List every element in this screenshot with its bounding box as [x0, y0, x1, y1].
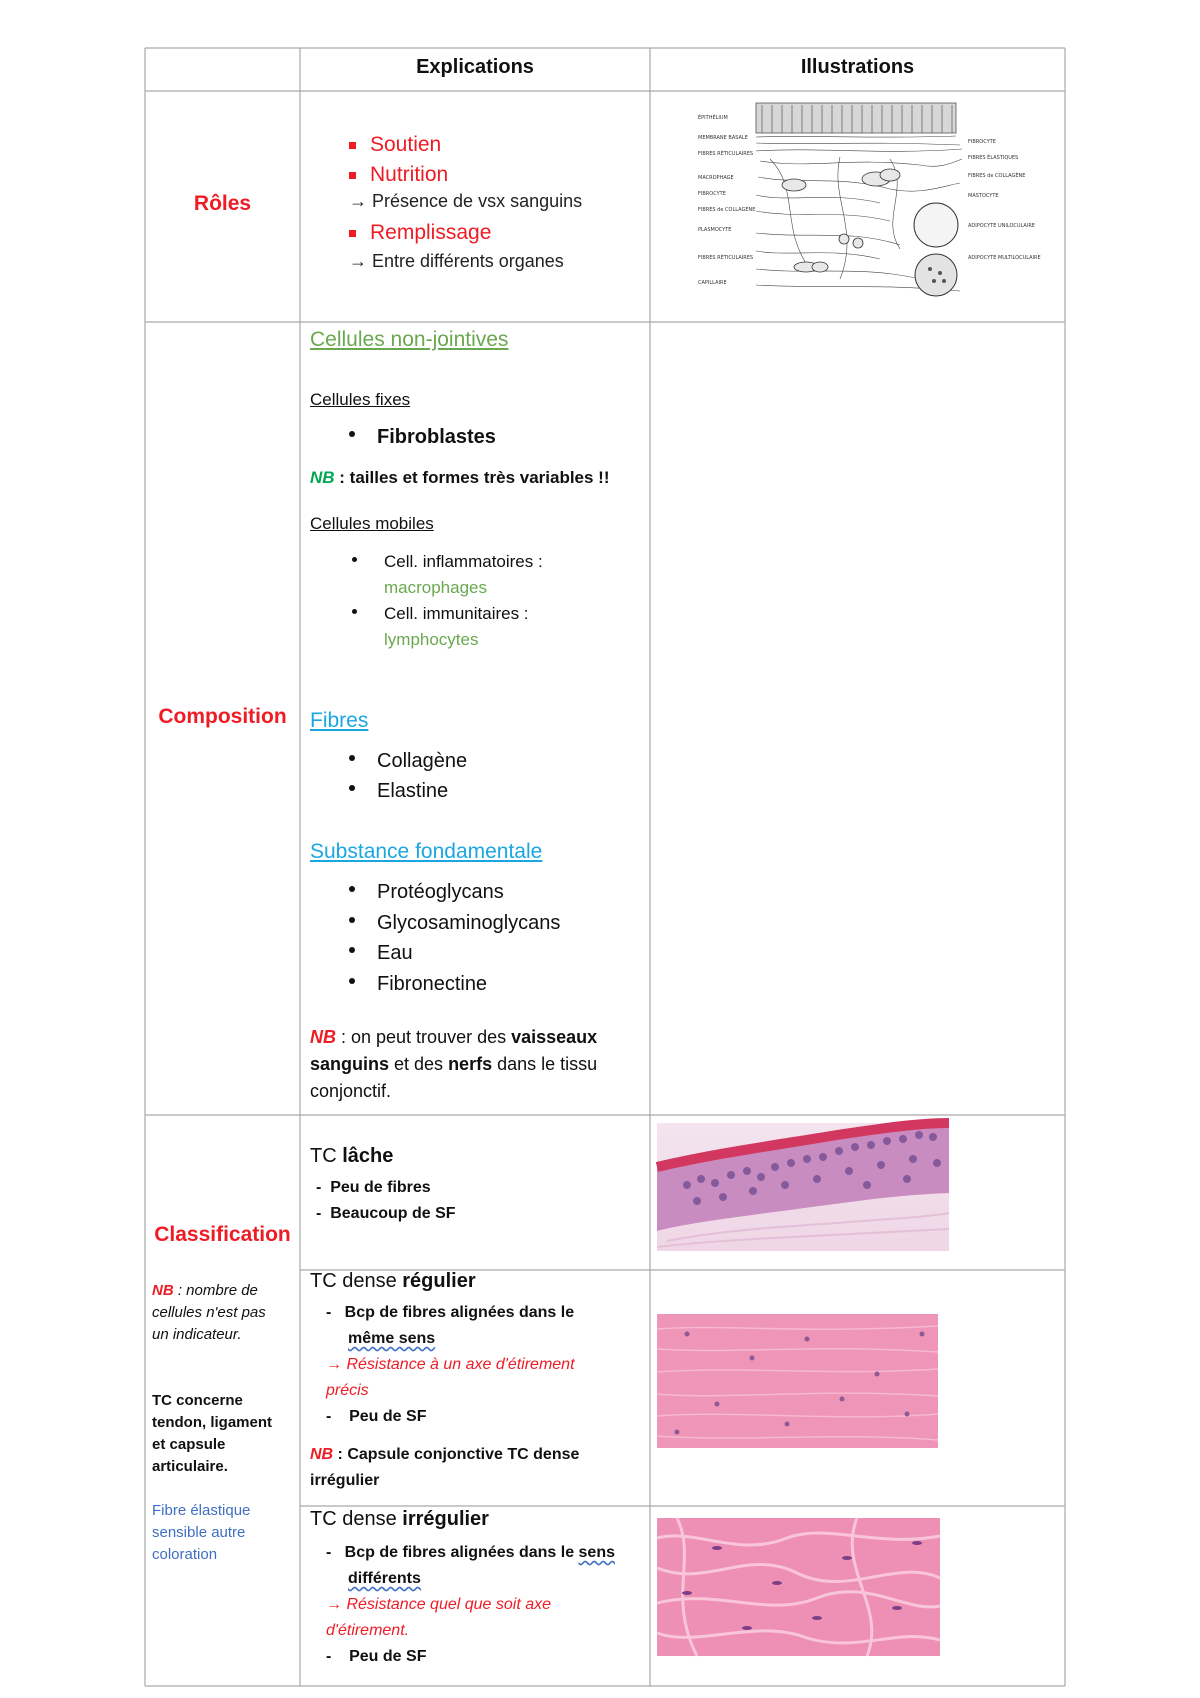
tc-regulier-red: précis [326, 1382, 369, 1399]
tc-lache-title: TC lâche [310, 1145, 394, 1167]
tc-lache-item: - Beaucoup de SF [316, 1205, 456, 1222]
histology-tc-lache-image [657, 1123, 949, 1251]
rowlabel-composition: Composition [158, 705, 287, 728]
fixed-cells-title: Cellules fixes [310, 390, 411, 409]
fibre-item: Elastine [349, 780, 448, 803]
role-item: Nutrition [349, 163, 649, 191]
sf-item: Protéoglycans [349, 881, 504, 904]
cells-title: Cellules non-jointives [310, 328, 509, 351]
rowlabel-classification: Classification [154, 1223, 291, 1246]
nb-note-vessels: NB : on peut trouver des vaisseaux sanguins et des nerfs dans le tissu conjonctif. [310, 1027, 598, 1101]
diagram-label: ADIPOCYTE UNILOCULAIRE [968, 223, 1035, 229]
tc-regulier-item: - Bcp de fibres alignées dans le [326, 1304, 575, 1321]
histology-tc-dense-regulier-image [657, 1314, 938, 1448]
mobile-cell-item: Cell. immunitaires : lymphocytes [384, 601, 529, 653]
diagram-label: FIBRES ÉLASTIQUES [968, 155, 1019, 161]
histology-tc-dense-irregulier-image [657, 1518, 940, 1656]
mobile-cell-item: Cell. inflammatoires : macrophages [384, 549, 543, 601]
tc-regulier-title: TC dense régulier [310, 1270, 476, 1292]
side-nb-note: NB : nombre de cellules n'est pas un indicateur. [152, 1282, 266, 1343]
role-item: Soutien [349, 133, 649, 163]
tc-irregulier-item: - Peu de SF [326, 1648, 427, 1665]
sf-item: Glycosaminoglycans [349, 912, 560, 935]
tc-irregulier-item-cont: différents [348, 1570, 421, 1587]
diagram-label: MEMBRANE BASALE [698, 135, 748, 141]
sf-title: Substance fondamentale [310, 840, 543, 863]
diagram-label: CAPILLAIRE [698, 280, 727, 286]
side-tc-note: TC concerne tendon, ligament et capsule articulaire. [152, 1392, 272, 1475]
roles-list [349, 133, 649, 279]
diagram-label: PLASMOCYTE [698, 227, 732, 233]
tc-irregulier-title: TC dense irrégulier [310, 1508, 489, 1530]
diagram-label: ADIPOCYTE MULTILOCULAIRE [968, 255, 1041, 261]
diagram-label: FIBRES de COLLAGÈNE [968, 173, 1026, 179]
diagram-label: FIBROCYTE [968, 139, 996, 145]
header-explications: Explications [416, 56, 534, 78]
tc-irregulier-red: → Résistance quel que soit axe [326, 1596, 552, 1613]
role-note: → Présence de vsx sanguins [349, 191, 583, 211]
diagram-label: FIBRES RÉTICULAIRES [698, 151, 754, 157]
header-illustrations: Illustrations [800, 56, 915, 78]
diagram-drawing [690, 99, 1041, 299]
fixed-cell-item: Fibroblastes [349, 426, 496, 449]
tc-regulier-nb: NB : Capsule conjonctive TC dense [310, 1446, 580, 1463]
tc-lache-item: - Peu de fibres [316, 1179, 431, 1196]
side-fibre-note: Fibre élastique sensible autre coloration [152, 1502, 251, 1563]
diagram-label: MACROPHAGE [698, 175, 734, 181]
diagram-label: FIBRES de COLLAGÈNE [698, 207, 756, 213]
nb-note-variability: NB : tailles et formes très variables !! [310, 468, 610, 487]
tc-regulier-item-cont: même sens [348, 1330, 436, 1347]
diagram-label: FIBRES RÉTICULAIRES [698, 255, 754, 261]
role-item: Remplissage [349, 221, 649, 251]
sf-item: Fibronectine [349, 973, 487, 996]
diagram-label: ÉPITHÉLIUM [698, 115, 728, 121]
tc-regulier-nb-cont: irrégulier [310, 1472, 380, 1489]
diagram-label: FIBROCYTE [698, 191, 726, 197]
diagram-label: MASTOCYTE [968, 193, 999, 199]
tc-regulier-red: → Résistance à un axe d'étirement [326, 1356, 575, 1373]
rowlabel-roles: Rôles [193, 192, 252, 215]
tc-irregulier-red: d'étirement. [326, 1622, 410, 1639]
connective-tissue-diagram [690, 99, 1041, 299]
tc-irregulier-item: - Bcp de fibres alignées dans le sens [326, 1544, 615, 1561]
role-note: → Entre différents organes [349, 251, 564, 271]
fibre-item: Collagène [349, 750, 467, 773]
fibres-title: Fibres [310, 709, 369, 732]
mobile-cells-title: Cellules mobiles [310, 514, 434, 533]
sf-item: Eau [349, 942, 413, 965]
tc-regulier-item: - Peu de SF [326, 1408, 427, 1425]
